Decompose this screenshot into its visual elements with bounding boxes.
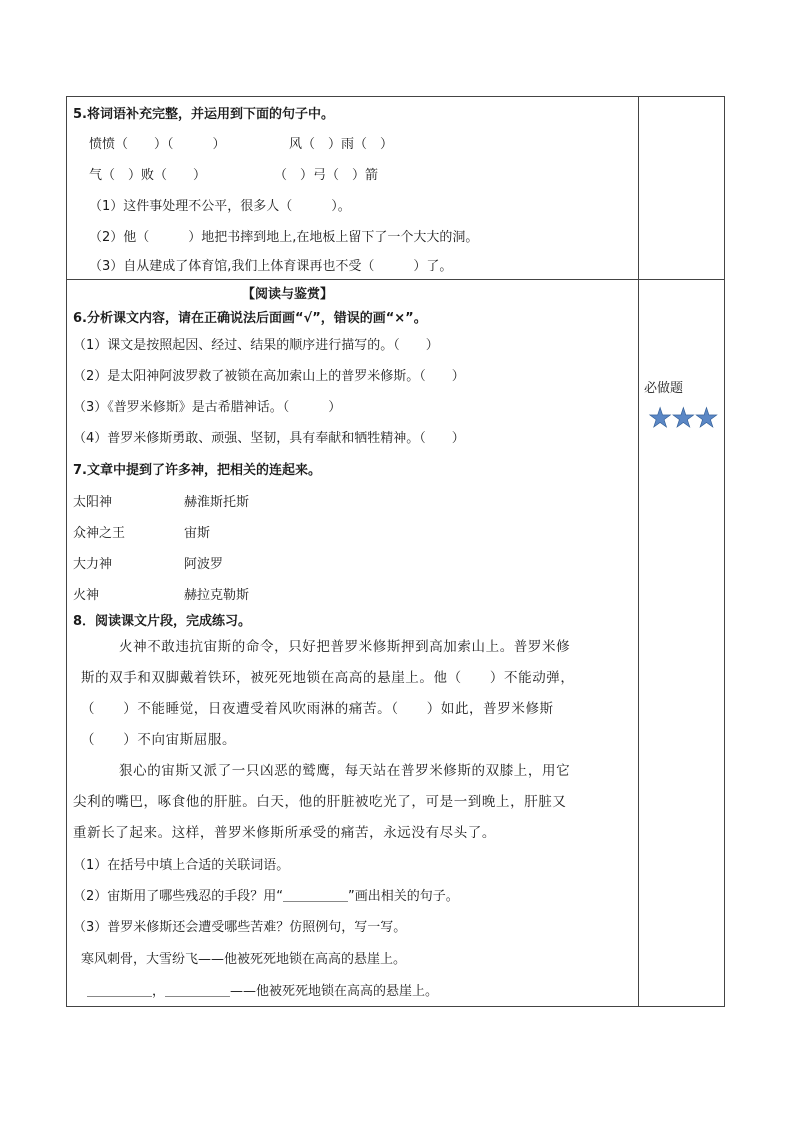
q8-exercise-3: （3）普罗米修斯还会遭受哪些苦难？仿照例句，写一写。 (73, 920, 407, 935)
passage-line: 火神不敢违抗宙斯的命令，只好把普罗米修斯押到高加索山上。普罗米修 (119, 639, 571, 655)
q5-sentence-2: （2）他（ ）地把书摔到地上,在地板上留下了一个大大的洞。 (89, 230, 479, 245)
q5-row1-left: 愤愤（ ）（ ） (89, 137, 226, 152)
passage-line: （ ）不能睡觉，日夜遭受着风吹雨淋的痛苦。（ ）如此，普罗米修斯 (81, 701, 554, 717)
q7-right-item: 赫淮斯托斯 (184, 495, 250, 510)
q8-exercise-1: （1）在括号中填上合适的关联词语。 (73, 858, 290, 873)
q7-right-item: 赫拉克勒斯 (184, 588, 250, 603)
column-divider (638, 97, 639, 1006)
q5-title: 5.将词语补充完整，并运用到下面的句子中。 (73, 107, 334, 122)
q6-title: 6.分析课文内容，请在正确说法后面画“√”，错误的画“×”。 (73, 311, 427, 326)
q6-item: （2）是太阳神阿波罗救了被锁在高加索山上的普罗米修斯。（ ） (73, 369, 465, 384)
required-label: 必做题 (644, 381, 684, 396)
q5-row2-left: 气（ ）败（ ） (89, 168, 207, 183)
q6-item: （4）普罗米修斯勇敢、顽强、坚韧，具有奉献和牺牲精神。（ ） (73, 431, 465, 446)
q5-sentence-1: （1）这件事处理不公平，很多人（ ）。 (89, 199, 351, 214)
passage-line: 重新长了起来。这样，普罗米修斯所承受的痛苦，永远没有尽头了。 (73, 825, 496, 841)
q5-row2-right: （ ）弓（ ）箭 (274, 168, 379, 183)
q7-right-item: 宙斯 (184, 526, 211, 541)
q7-left-item: 火神 (73, 588, 100, 603)
section-title: 【阅读与鉴赏】 (242, 287, 334, 302)
passage-line: （ ）不向宙斯屈服。 (81, 732, 237, 748)
q8-exercise-2: （2）宙斯用了哪些残忍的手段？用“＿＿＿＿＿”画出相关的句子。 (73, 889, 459, 904)
passage-line: 斯的双手和双脚戴着铁环，被死死地锁在高高的悬崖上。他（ ）不能动弹， (81, 670, 575, 686)
q7-left-item: 太阳神 (73, 495, 113, 510)
q5-row1-right: 风（ ）雨（ ） (289, 137, 394, 152)
q5-sentence-3: （3）自从建成了体育馆,我们上体育课再也不受（ ）了。 (89, 259, 453, 274)
q7-title: 7.文章中提到了许多神，把相关的连起来。 (73, 463, 321, 478)
q8-title: 8．阅读课文片段，完成练习。 (73, 614, 252, 629)
q6-item: （3）《普罗米修斯》是古希腊神话。（ ） (73, 400, 342, 415)
passage-line: 狠心的宙斯又派了一只凶恶的鹫鹰，每天站在普罗米修斯的双膝上，用它 (119, 763, 571, 779)
q7-left-item: 众神之王 (73, 526, 126, 541)
q8-example: 寒风刺骨，大雪纷飞——他被死死地锁在高高的悬崖上。 (81, 952, 407, 967)
q7-right-item: 阿波罗 (184, 557, 224, 572)
passage-line: 尖利的嘴巴，啄食他的肝脏。白天，他的肝脏被吃光了，可是一到晚上，肝脏又 (73, 794, 567, 810)
worksheet-table (66, 96, 725, 1007)
q8-answer-line: ＿＿＿＿＿，＿＿＿＿＿——他被死死地锁在高高的悬崖上。 (87, 984, 439, 999)
q6-item: （1）课文是按照起因、经过、结果的顺序进行描写的。（ ） (73, 338, 439, 353)
star-rating-icon: ★★★ (648, 403, 718, 434)
q7-left-item: 大力神 (73, 557, 113, 572)
row-divider (67, 279, 724, 280)
